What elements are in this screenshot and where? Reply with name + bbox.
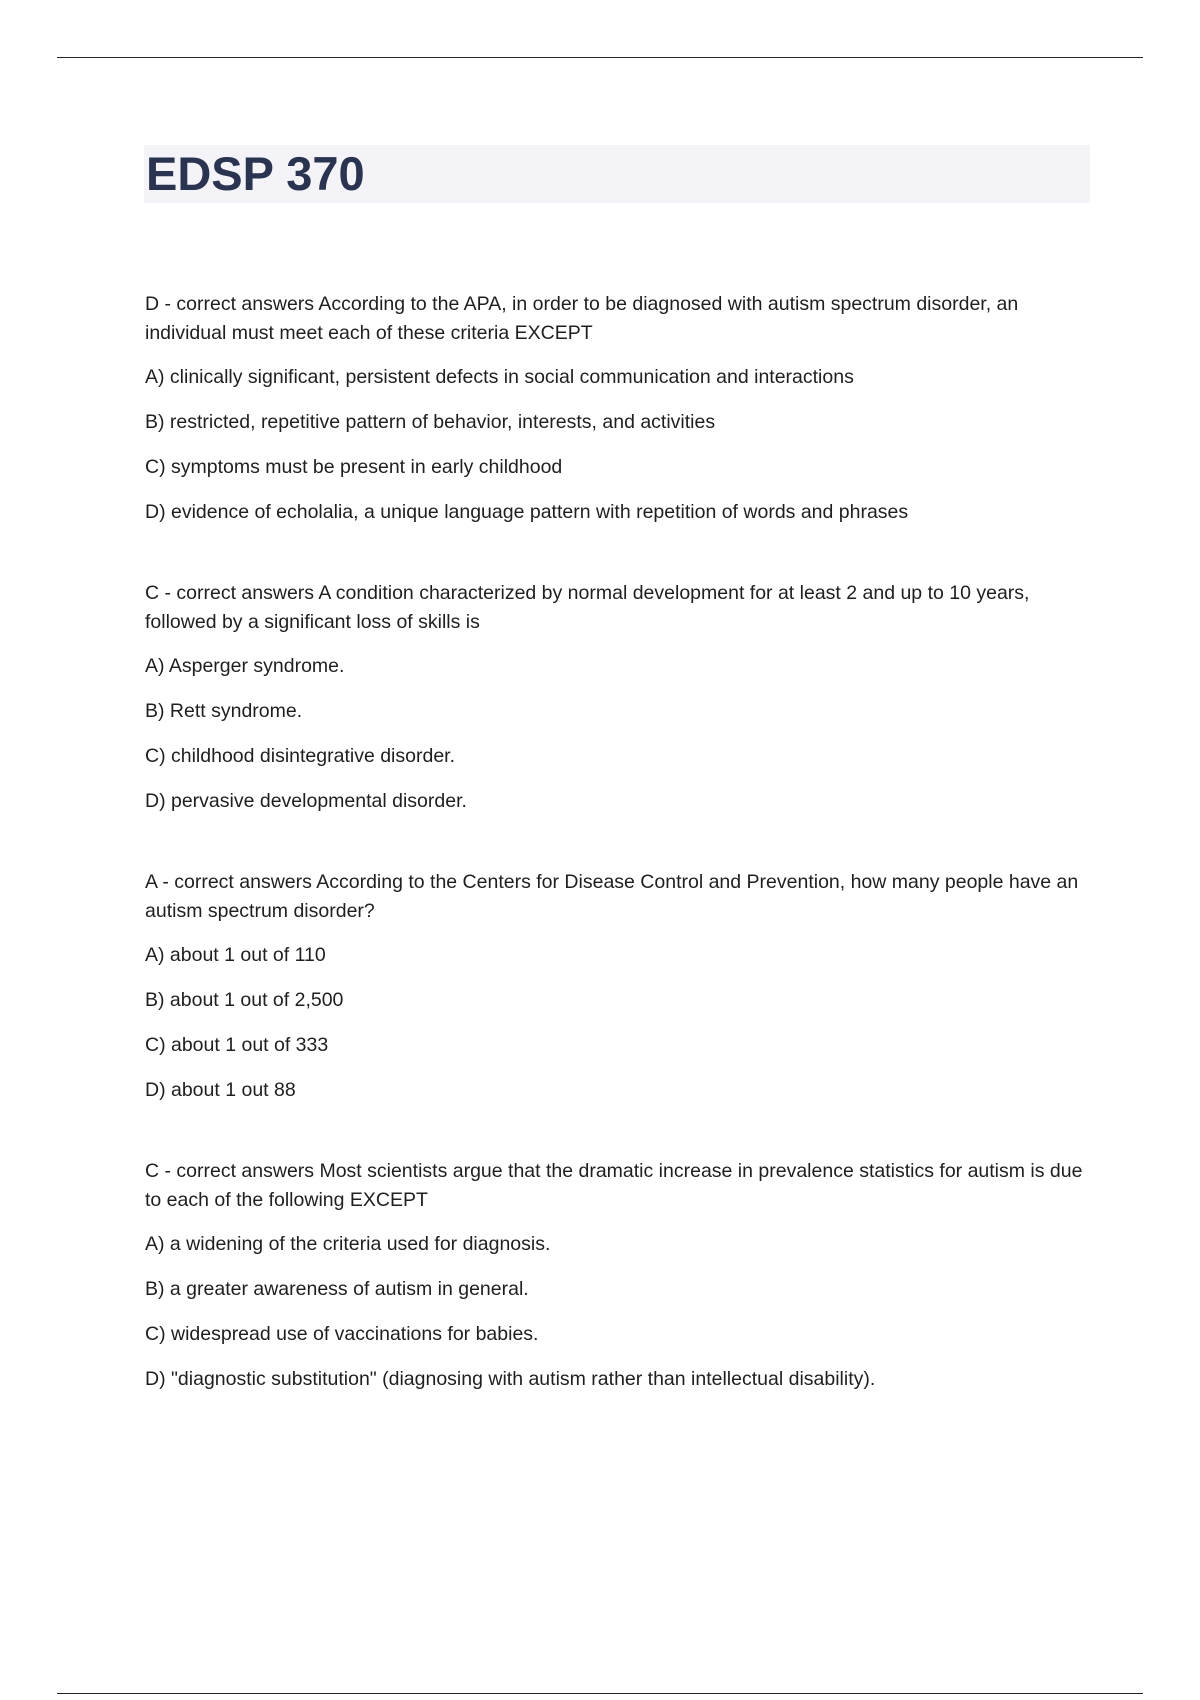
question-block-4 [145,1157,1095,1395]
bottom-horizontal-rule [57,1693,1143,1694]
question-text: A - correct answers According to the Centers for Disease Control and Prevention, how many people have an autism spectrum disorder? [145,871,1079,922]
answer-option-c: C) about 1 out of 333 [145,1034,329,1056]
top-horizontal-rule [57,57,1143,58]
answer-option-b: B) Rett syndrome. [145,700,303,722]
answer-option-a: A) Asperger syndrome. [145,655,345,677]
answer-option-b: B) about 1 out of 2,500 [145,989,344,1011]
question-text: C - correct answers Most scientists argue that the dramatic increase in prevalence statistics for autism is due to each of the following EXCEPT [145,1160,1083,1211]
answer-option-d: D) about 1 out 88 [145,1079,296,1101]
answer-option-c: C) widespread use of vaccinations for babies. [145,1323,539,1345]
answer-option-d: D) "diagnostic substitution" (diagnosing with autism rather than intellectual disability). [145,1368,876,1390]
answer-option-a: A) a widening of the criteria used for diagnosis. [145,1233,551,1255]
answer-option-d: D) evidence of echolalia, a unique language pattern with repetition of words and phrases [145,501,909,523]
question-block-2 [145,579,1095,817]
page-title: EDSP 370 [146,147,365,200]
question-text: D - correct answers According to the APA, in order to be diagnosed with autism spectrum disorder, an individual must meet each of these criteria EXCEPT [145,293,1019,344]
answer-option-a: A) about 1 out of 110 [145,944,326,966]
answer-option-d: D) pervasive developmental disorder. [145,790,467,812]
answer-option-b: B) a greater awareness of autism in general. [145,1278,529,1300]
question-list [145,290,1095,1395]
answer-option-c: C) symptoms must be present in early childhood [145,456,563,478]
answer-option-c: C) childhood disintegrative disorder. [145,745,456,767]
answer-option-b: B) restricted, repetitive pattern of behavior, interests, and activities [145,411,716,433]
question-block-3 [145,868,1095,1106]
question-block-1 [145,290,1095,528]
answer-option-a: A) clinically significant, persistent defects in social communication and interactions [145,366,854,388]
question-text: C - correct answers A condition characterized by normal development for at least 2 and up to 10 years, followed by a significant loss of skills is [145,582,1030,633]
title-banner [144,145,1090,203]
